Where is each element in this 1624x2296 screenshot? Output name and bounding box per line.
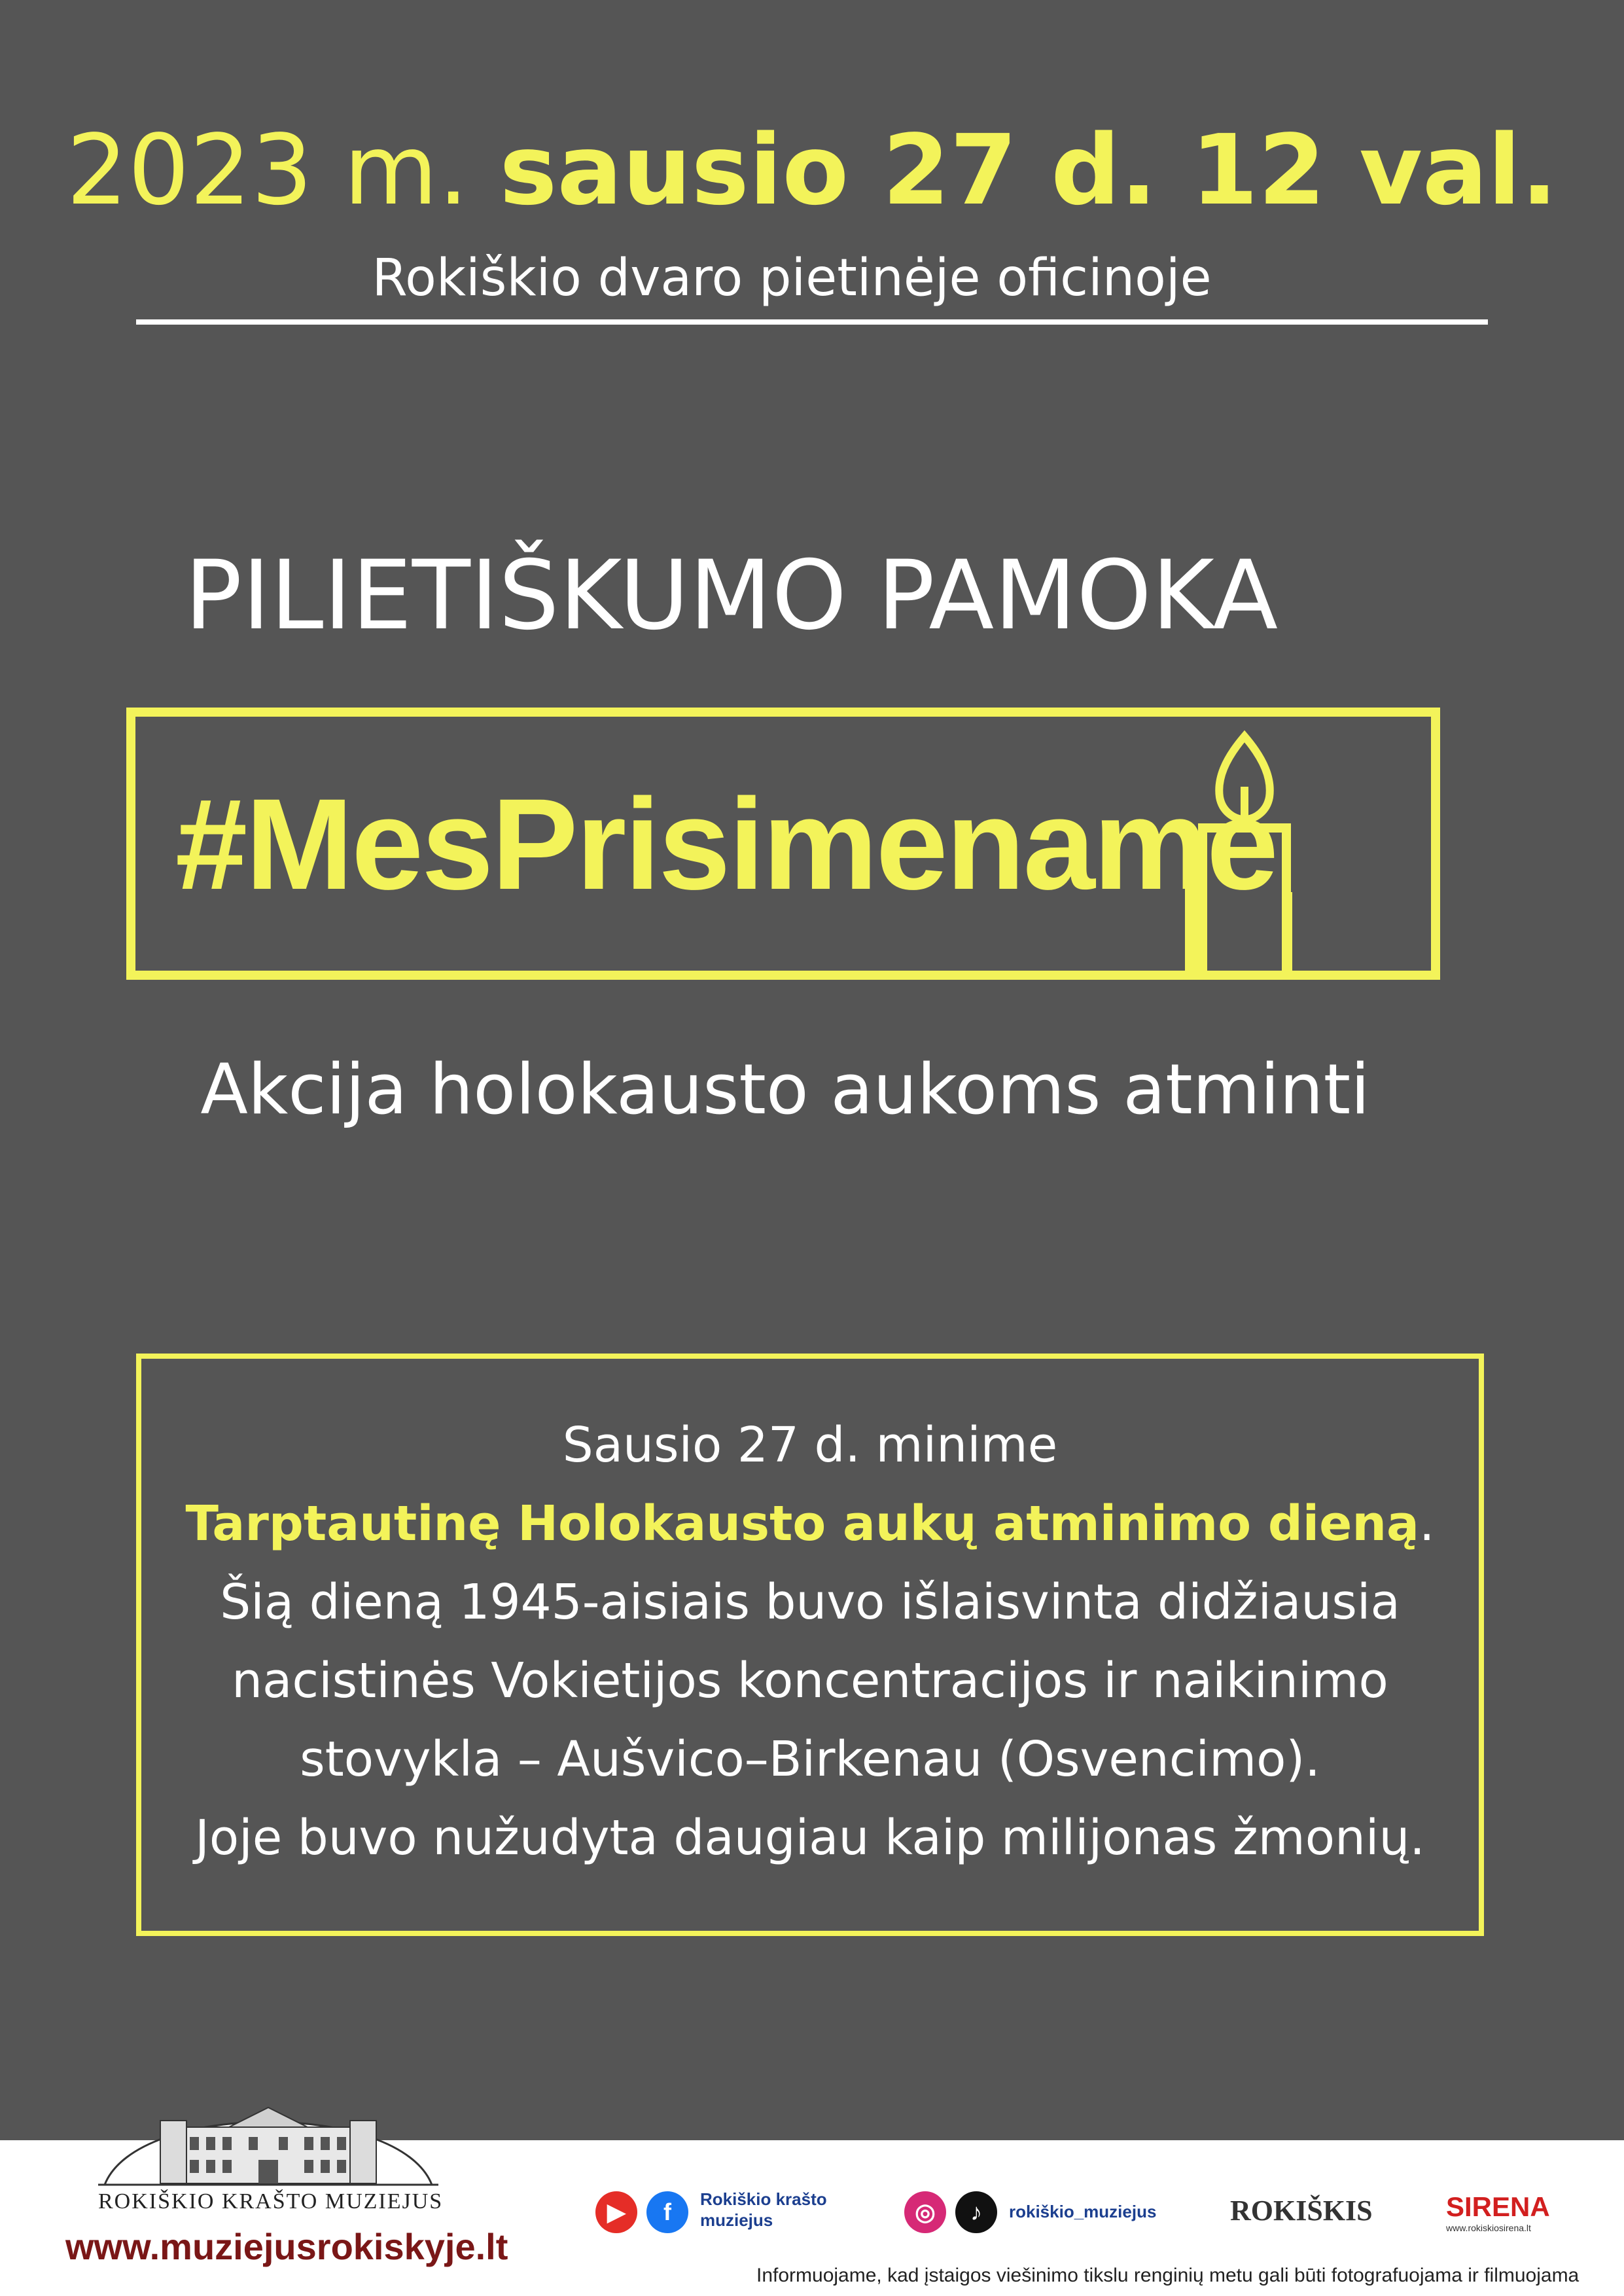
hashtag-text: #MesPrisimename bbox=[175, 772, 1277, 916]
info-line-2-end: . bbox=[1419, 1496, 1435, 1552]
museum-building-logo bbox=[98, 2081, 438, 2186]
info-line-4: nacistinės Vokietijos koncentracijos ir naikinimo bbox=[232, 1653, 1388, 1709]
info-line-6: Joje buvo nužudyta daugiau kaip milijonas žmonių. bbox=[195, 1810, 1425, 1866]
sirena-partner-logo bbox=[1446, 2191, 1550, 2233]
sirena-url: www.rokiskiosirena.lt bbox=[1446, 2223, 1531, 2233]
instagram-label[interactable]: rokiškio_muziejus bbox=[1009, 2202, 1157, 2221]
info-line-2 bbox=[136, 1484, 1484, 1563]
info-highlight: Tarptautinę Holokausto aukų atminimo dieną bbox=[185, 1496, 1419, 1552]
rokiskis-partner-logo: ROKIŠKIS bbox=[1230, 2195, 1373, 2227]
sirena-name: SIRENA bbox=[1446, 2191, 1550, 2222]
info-text bbox=[136, 1406, 1484, 1877]
lesson-title: PILIETIŠKUMO PAMOKA bbox=[185, 540, 1279, 651]
tiktok-icon[interactable]: ♪ bbox=[955, 2191, 997, 2233]
divider bbox=[136, 319, 1488, 325]
campaign-subtitle: Akcija holokausto aukoms atminti bbox=[200, 1049, 1370, 1130]
info-line-5: stovykla – Aušvico–Birkenau (Osvencimo). bbox=[300, 1731, 1320, 1787]
facebook-label-line-1: Rokiškio krašto bbox=[700, 2189, 827, 2209]
facebook-label-line-2: muziejus bbox=[700, 2210, 773, 2230]
facebook-label[interactable] bbox=[700, 2189, 844, 2231]
museum-name: ROKIŠKIO KRAŠTO MUZIEJUS bbox=[98, 2189, 444, 2214]
event-date bbox=[0, 111, 1624, 229]
event-year: 2023 m. bbox=[66, 114, 500, 226]
event-day-time: sausio 27 d. 12 val. bbox=[499, 114, 1558, 226]
website-link[interactable]: www.muziejusrokiskyje.lt bbox=[65, 2226, 508, 2267]
info-line-1: Sausio 27 d. minime bbox=[562, 1417, 1058, 1473]
youtube-icon[interactable]: ▶ bbox=[595, 2191, 637, 2233]
event-venue: Rokiškio dvaro pietinėje oficinoje bbox=[372, 249, 1212, 308]
info-line-3: Šią dieną 1945-aisiais buvo išlaisvinta didžiausia bbox=[220, 1574, 1400, 1630]
facebook-icon[interactable]: f bbox=[646, 2191, 688, 2233]
filming-notice: Informuojame, kad įstaigos viešinimo tikslu renginių metu gali būti fotografuojama ir filmuojama bbox=[756, 2265, 1580, 2286]
instagram-icon[interactable]: ◎ bbox=[904, 2191, 946, 2233]
